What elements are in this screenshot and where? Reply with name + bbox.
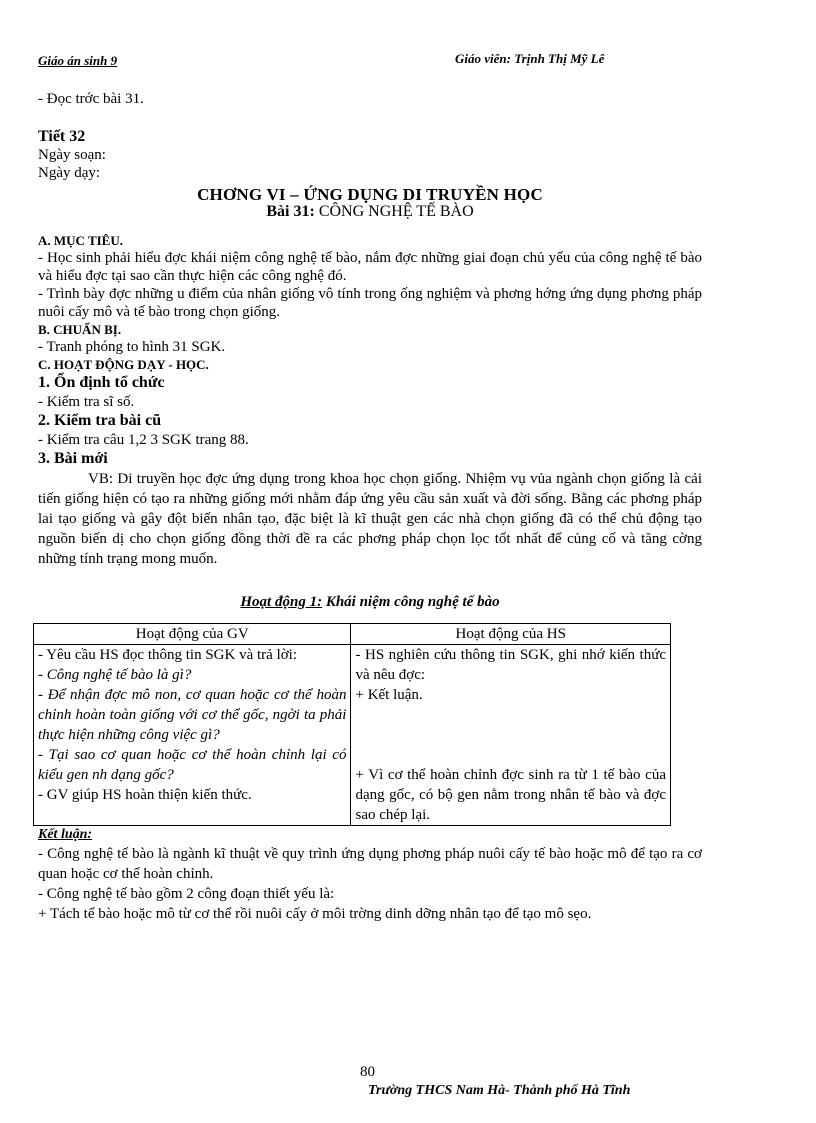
conclusion-heading: Kết luận: <box>38 827 93 842</box>
section-a-heading: A. MỤC TIÊU. <box>38 233 123 248</box>
activity-1-label: Hoạt động 1: <box>240 594 323 610</box>
lesson-name: CÔNG NGHỆ TẾ BÀO <box>318 203 474 220</box>
subsection-3-text: VB: Di truyền học đợc ứng dụng trong khoa học chọn giống. Nhiệm vụ vủa ngành chọn giống là cải tiến giống hiện có tạo ra những giống mới nhằm đáp ứng yêu cầu sản xuất và đời sống. Bằng các phơng pháp lai tạo giống và gây đột biến nhân tạo, đặc biệt là kĩ thuật gen các nhà chọn giống đã có thể chủ động tạo nguồn biến dị cho chọn giống đồng thời đề ra các phơng pháp chọn lọc tốt nhất để củng cố và tăng cờng những tính trạng mong muốn. <box>38 471 702 567</box>
teach-date: Ngày dạy: <box>38 165 101 181</box>
subsection-2-text: - Kiểm tra câu 1,2 3 SGK trang 88. <box>38 432 249 448</box>
section-c-heading: C. HOẠT ĐỘNG DẠY - HỌC. <box>38 357 209 372</box>
subsection-1-text: - Kiểm tra sĩ số. <box>38 394 135 410</box>
subsection-3-heading: 3. Bài mới <box>38 450 108 467</box>
table-header-row <box>34 624 671 645</box>
gv-cell <box>34 645 351 826</box>
col-header-gv: Hoạt động của GV <box>34 624 351 645</box>
hs-cell <box>351 645 671 826</box>
section-a-paragraph-2: - Trình bày đợc những u điểm của nhân giống vô tính trong ống nghiệm và phơng hớng ứng dụng phơng pháp nuôi cấy mô và tế bào trong chọn giống. <box>38 286 702 320</box>
header-teacher: Giáo viên: Trịnh Thị Mỹ Lê <box>455 51 605 66</box>
document-body <box>38 90 702 924</box>
activity-1-name: Khái niệm công nghệ tế bào <box>322 594 500 610</box>
section-a-paragraph-1: - Học sinh phải hiểu đợc khái niệm công nghệ tế bào, nắm đợc những giai đoạn chủ yếu của công nghệ tế bào và hiểu đợc tại sao cần thực hiện các công nghệ đó. <box>38 250 702 284</box>
header-subject: Giáo án sinh 9 <box>38 53 118 68</box>
lesson-period: Tiết 32 <box>38 128 86 145</box>
lesson-title <box>38 204 702 220</box>
gv-question: - Tại sao cơ quan hoặc cơ thể hoàn chỉnh lại có kiểu gen nh dạng gốc? <box>38 747 347 783</box>
activity-table <box>33 623 671 826</box>
intro-line: - Đọc trớc bài 31. <box>38 91 144 107</box>
hs-text: + Vì cơ thể hoàn chỉnh đợc sinh ra từ 1 tế bào của dạng gốc, có bộ gen nằm trong nhân tế bào và đợc sao chép lại. <box>355 767 666 823</box>
conclusion-paragraph-3: + Tách tế bào hoặc mô từ cơ thể rồi nuôi cấy ở môi trờng dinh dỡng nhân tạo để tạo mô sẹo. <box>38 906 592 922</box>
subsection-2-heading: 2. Kiểm tra bài cũ <box>38 412 162 429</box>
conclusion-paragraph-2: - Công nghệ tế bào gồm 2 công đoạn thiết yếu là: <box>38 886 335 902</box>
footer-school: Trường THCS Nam Hà- Thành phố Hà Tĩnh <box>368 1083 631 1098</box>
page-number: 80 <box>360 1064 375 1080</box>
hs-text: + Kết luận. <box>355 687 423 703</box>
table-row <box>34 645 671 826</box>
gv-question: - Để nhận đợc mô non, cơ quan hoặc cơ thể hoàn chỉnh hoàn toàn giống với cơ thể gốc, ngời ta phải thực hiện những công việc gì? <box>38 687 347 743</box>
section-b-heading: B. CHUẨN BỊ. <box>38 322 122 337</box>
section-b-paragraph: - Tranh phóng to hình 31 SGK. <box>38 339 226 355</box>
gv-text: - GV giúp HS hoàn thiện kiến thức. <box>38 787 252 803</box>
lesson-number: Bài 31: <box>266 203 315 220</box>
chapter-title: CHƠNG VI – ỨNG DỤNG DI TRUYỀN HỌC <box>197 185 543 204</box>
conclusion-paragraph-1: - Công nghệ tế bào là ngành kĩ thuật về quy trình ứng dụng phơng pháp nuôi cấy tế bào hoặc mô để tạo ra cơ quan hoặc cơ thể hoàn chỉnh. <box>38 846 702 882</box>
activity-1-title <box>38 593 702 611</box>
col-header-hs: Hoạt động của HS <box>351 624 671 645</box>
gv-question: - Công nghệ tế bào là gì? <box>38 667 192 683</box>
gv-text: - Yêu cầu HS đọc thông tin SGK và trả lời: <box>38 647 297 663</box>
hs-spacer <box>355 705 666 765</box>
hs-text: - HS nghiên cứu thông tin SGK, ghi nhớ kiến thức và nêu đợc: <box>355 647 666 683</box>
prep-date: Ngày soạn: <box>38 147 106 163</box>
subsection-1-heading: 1. Ổn định tổ chức <box>38 374 165 391</box>
